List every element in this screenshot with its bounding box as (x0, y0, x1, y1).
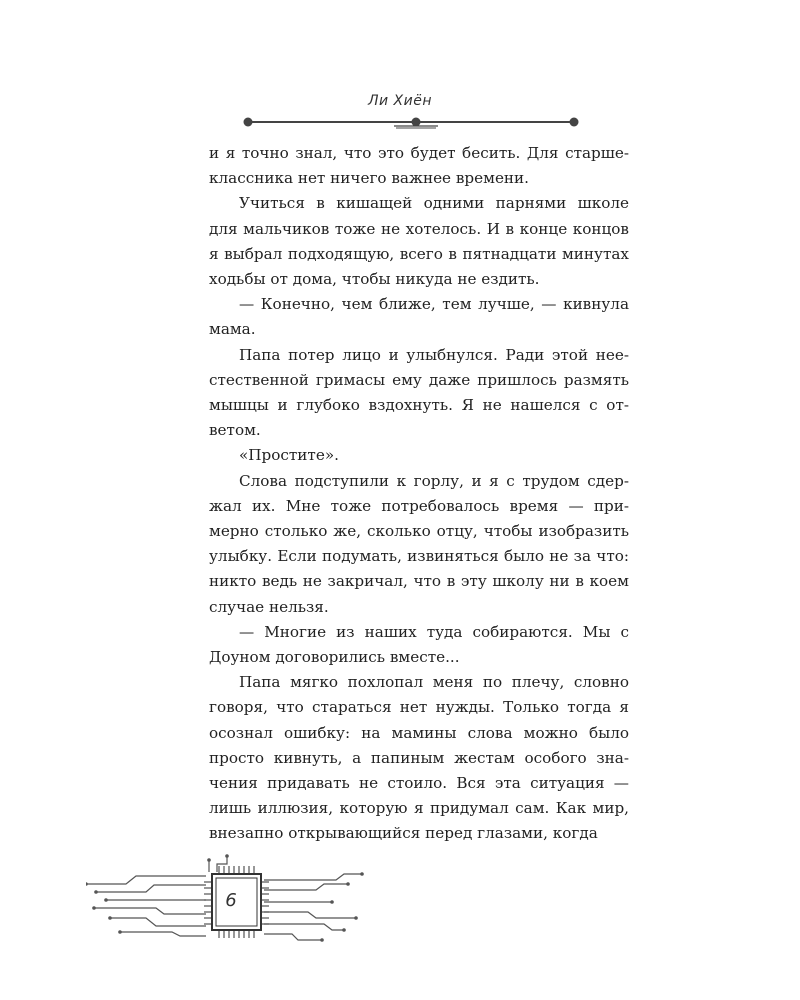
paragraph: и я точно знал, что это будет бесить. Для старшеклассника нет ничего важнее времени. (209, 144, 629, 188)
paragraph: Папа потер лицо и улыбнулся. Ради этой неестественной гримасы ему даже пришлось размять мышцы и глубоко вздохнуть. Я не нашелся с ответом. (209, 345, 629, 440)
paragraph: «Простите». (239, 446, 339, 465)
paragraph: Учиться в кишащей одними парнями школе для мальчиков тоже не хотелось. И в конце концов я выбрал подходящую, всего в пятнадцати минутах ходьбы от дома, чтобы никуда не ездить. (209, 194, 629, 289)
paragraph: — Многие из наших туда собираются. Мы с Доуном договорились вместе... (209, 622, 629, 667)
running-header-author: Ли Хиён (367, 93, 433, 109)
header-rule-ornament (240, 114, 580, 130)
paragraph: — Конечно, чем ближе, тем лучше, — кивнула мама. (209, 295, 629, 339)
paragraph: Папа мягко похлопал меня по плечу, словно говоря, что стараться нет нужды. Только тогда я осознал ошибку: на мамины слова можно было просто кивнуть, а папиным жестам особого значения придавать не стоило. Вся эта ситуация — лишь иллюзия, которую я придумал сам. Как мир, внезапно открывающийся перед глазами, когда (209, 673, 629, 843)
page-body-text (209, 141, 629, 847)
paragraph: Слова подступили к горлу, и я с трудом сдержал их. Мне тоже потребовалось время — примерно столько же, сколько отцу, чтобы изобразить улыбку. Если подумать, извиняться было не за что: никто ведь не закричал, что в эту школу ни в коем случае нельзя. (209, 471, 629, 616)
page-number: 6 (225, 890, 237, 911)
